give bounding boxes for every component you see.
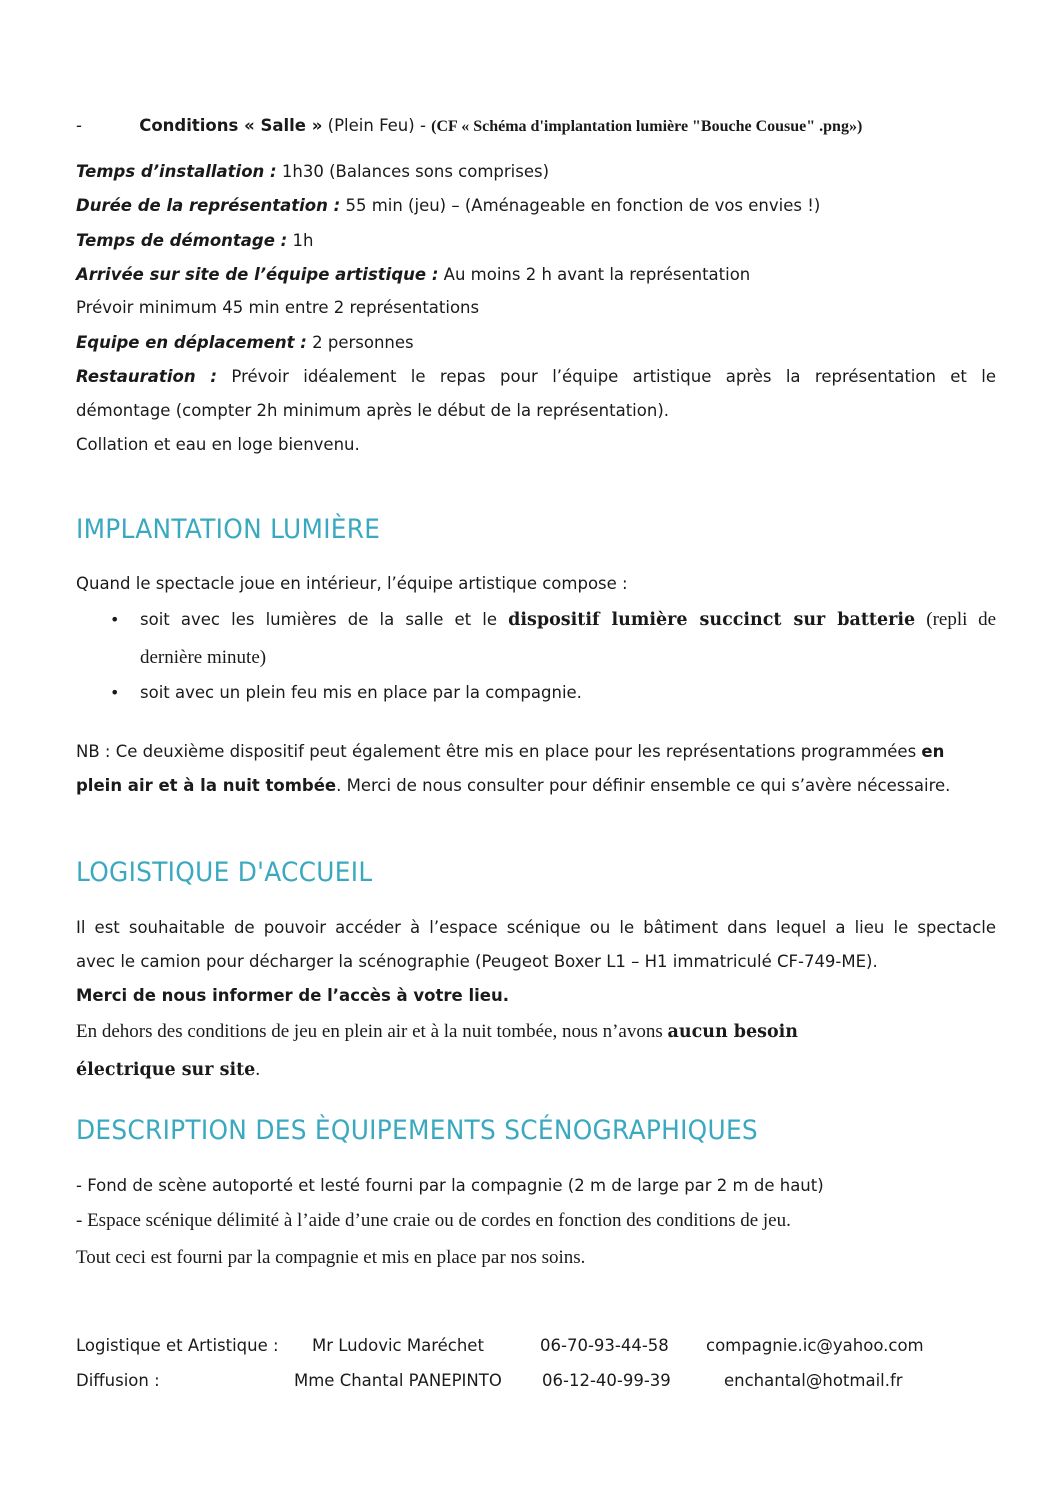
dehors-text: En dehors des conditions de jeu en plein air et à la nuit tombée, nous n’avons <box>76 1021 663 1042</box>
duree-line <box>76 196 820 216</box>
installation-value: 1h30 (Balances sons comprises) <box>281 162 550 181</box>
nb-line1-bold: en <box>921 742 945 761</box>
bullet-2-text: soit avec un plein feu mis en place par la compagnie. <box>140 683 582 702</box>
arrivee-line <box>76 265 750 285</box>
contact-role: Logistique et Artistique : <box>76 1336 279 1355</box>
nb-line1-text: NB : Ce deuxième dispositif peut également être mis en place pour les représentations programmées <box>76 742 917 761</box>
demontage-label: Temps de démontage : <box>76 231 288 250</box>
nb-line2 <box>76 776 950 796</box>
description-tout: Tout ceci est fourni par la compagnie et mis en place par nos soins. <box>76 1247 586 1268</box>
description-item-2: - Espace scénique délimité à l’aide d’une craie ou de cordes en fonction des conditions de jeu. <box>76 1210 791 1231</box>
nb-line2-bold: plein air et à la nuit tombée <box>76 776 337 795</box>
logistique-dehors-line2 <box>76 1058 260 1082</box>
conditions-line <box>76 116 862 137</box>
contact-phone: 06-12-40-99-39 <box>542 1371 671 1390</box>
restauration-line2: démontage (compter 2h minimum après le début de la représentation). <box>76 401 670 420</box>
restauration-line1 <box>76 367 996 387</box>
bullet-1-line1 <box>140 608 996 632</box>
conditions-dash: - <box>76 116 82 135</box>
logistique-merci: Merci de nous informer de l’accès à votre lieu. <box>76 986 509 1005</box>
contact-name: Mme Chantal PANEPINTO <box>294 1371 502 1390</box>
restauration-text: Prévoir idéalement le repas pour l’équipe artistique après la représentation et le <box>231 367 997 386</box>
installation-label: Temps d’installation : <box>76 162 277 181</box>
bullet-1-bold: dispositif lumière succinct sur batterie <box>508 610 916 630</box>
arrivee-label: Arrivée sur site de l’équipe artistique : <box>76 265 439 284</box>
bullet-1-line2: dernière minute) <box>140 647 267 668</box>
duree-value: 55 min (jeu) – (Aménageable en fonction de vos envies !) <box>345 196 821 215</box>
conditions-plein-feu: (Plein Feu) - <box>327 116 426 135</box>
bullet-1-pre: soit avec les lumières de la salle et le <box>140 610 497 629</box>
description-heading: DESCRIPTION DES ÈQUIPEMENTS SCÉNOGRAPHIQUES <box>76 1115 758 1146</box>
contact-email[interactable]: compagnie.ic@yahoo.com <box>706 1336 924 1355</box>
description-item-1: - Fond de scène autoporté et lesté fourni par la compagnie (2 m de large par 2 m de haut) <box>76 1176 824 1195</box>
installation-line <box>76 162 549 182</box>
demontage-value: 1h <box>292 231 314 250</box>
demontage-line <box>76 231 314 251</box>
bullet-1-post: (repli de <box>926 609 996 630</box>
logistique-line1: Il est souhaitable de pouvoir accéder à l’espace scénique ou le bâtiment dans lequel a lieu le spectacle <box>76 918 996 937</box>
conditions-cf-reference: (CF « Schéma d'implantation lumière "Bouche Cousue" .png») <box>431 118 863 135</box>
bullet-2-marker: • <box>110 683 120 702</box>
equipe-line <box>76 333 414 353</box>
collation-line: Collation et eau en loge bienvenu. <box>76 435 360 454</box>
dehors-bold: aucun besoin <box>667 1022 799 1042</box>
equipe-value: 2 personnes <box>312 333 414 352</box>
bullet-1-marker: • <box>110 610 120 629</box>
logistique-dehors-line1 <box>76 1020 798 1044</box>
duree-label: Durée de la représentation : <box>76 196 341 215</box>
nb-line1 <box>76 742 944 762</box>
contact-role: Diffusion : <box>76 1371 160 1390</box>
contact-name: Mr Ludovic Maréchet <box>312 1336 484 1355</box>
logistique-heading: LOGISTIQUE D'ACCUEIL <box>76 857 373 888</box>
dehors-bold-2: électrique sur site <box>76 1060 256 1080</box>
contact-email[interactable]: enchantal@hotmail.fr <box>724 1371 903 1390</box>
logistique-line2: avec le camion pour décharger la scénographie (Peugeot Boxer L1 – H1 immatriculé CF-749-ME). <box>76 952 878 971</box>
implantation-heading: IMPLANTATION LUMIÈRE <box>76 514 381 545</box>
nb-line2-text: . Merci de nous consulter pour définir ensemble ce qui s’avère nécessaire. <box>336 776 951 795</box>
prevoir-line: Prévoir minimum 45 min entre 2 représentations <box>76 298 480 317</box>
dehors-end: . <box>255 1059 261 1080</box>
implantation-intro: Quand le spectacle joue en intérieur, l’équipe artistique compose : <box>76 574 628 593</box>
equipe-label: Equipe en déplacement : <box>76 333 307 352</box>
restauration-label: Restauration : <box>76 367 218 386</box>
contact-phone: 06-70-93-44-58 <box>540 1336 669 1355</box>
arrivee-value: Au moins 2 h avant la représentation <box>443 265 751 284</box>
conditions-label: Conditions « Salle » <box>139 116 323 135</box>
